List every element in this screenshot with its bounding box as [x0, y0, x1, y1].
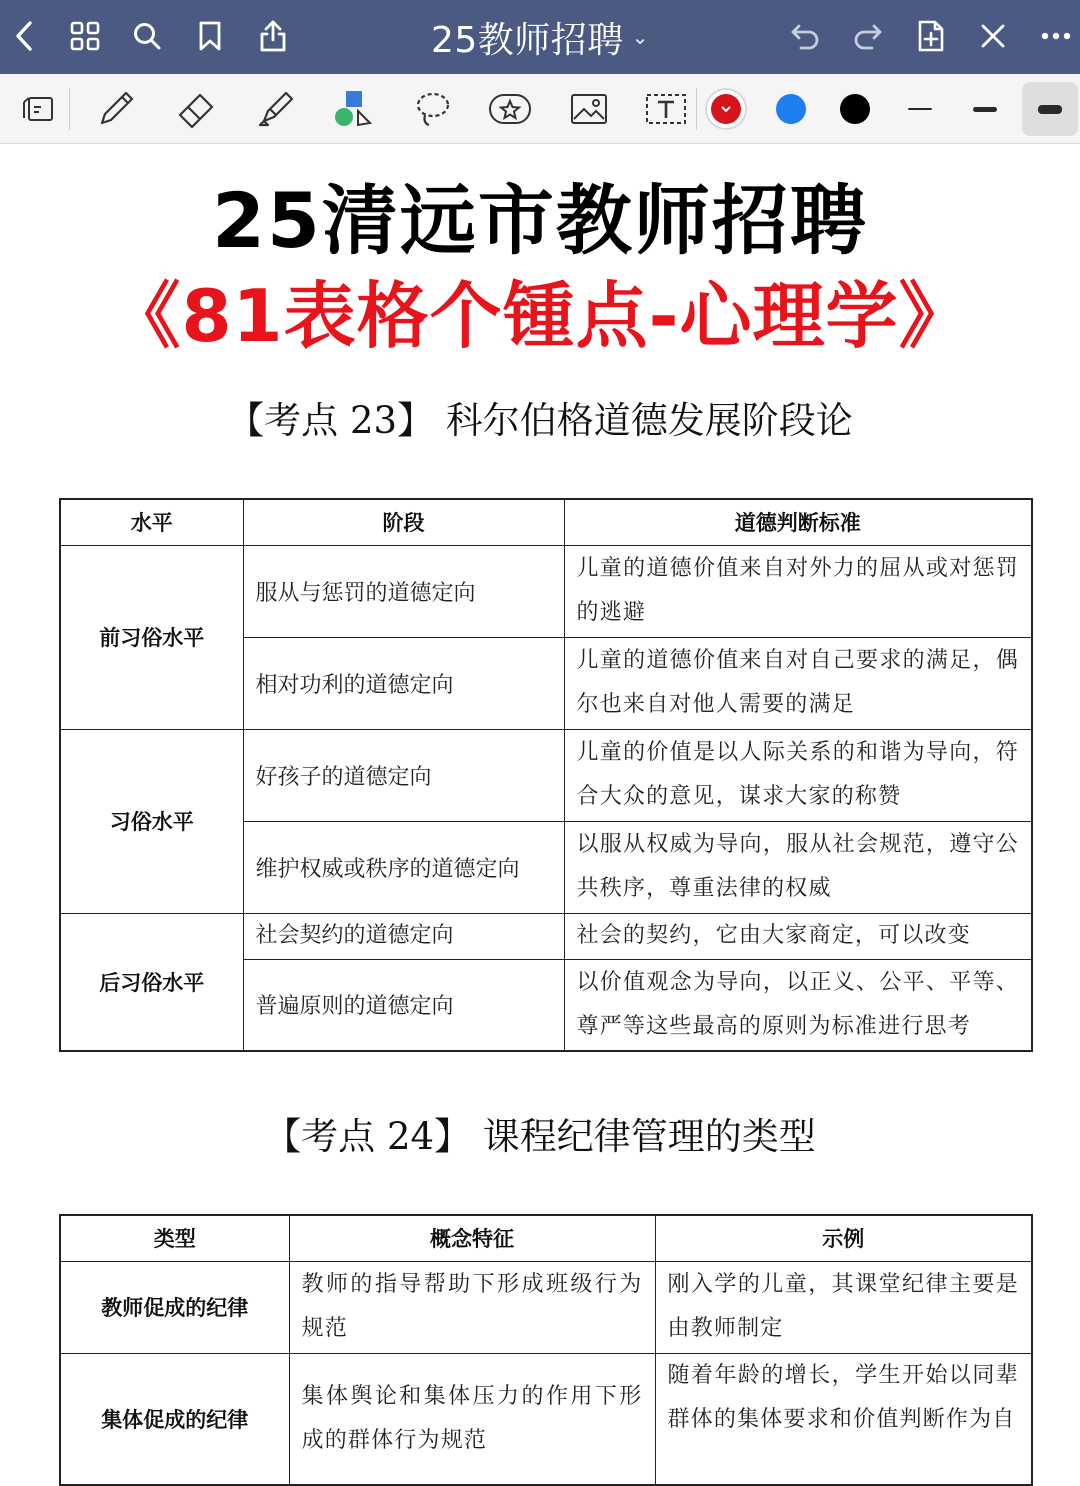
blue-swatch: [776, 94, 806, 124]
column-header: 道德判断标准: [564, 499, 1032, 545]
section-heading-23: [0, 390, 1080, 444]
stroke-width-thin[interactable]: [892, 82, 948, 136]
section-title: 科尔伯格道德发展阶段论: [445, 399, 853, 442]
standard-cell: 儿童的价值是以人际关系的和谐为导向，符合大众的意见，谋求大家的称赞: [564, 729, 1032, 821]
search-icon[interactable]: [123, 12, 171, 60]
stage-cell: 服从与惩罚的道德定向: [243, 545, 564, 637]
example-cell: 刚入学的儿童，其课堂纪律主要是由教师制定: [655, 1261, 1032, 1353]
level-cell: 习俗水平: [60, 729, 243, 913]
column-header: 水平: [60, 499, 243, 545]
image-icon[interactable]: [561, 82, 617, 136]
feature-cell: 教师的指导帮助下形成班级行为规范: [289, 1261, 655, 1353]
highlighter-icon[interactable]: [248, 82, 304, 136]
type-cell: 教师促成的纪律: [60, 1261, 289, 1353]
section-title: 课程纪律管理的类型: [482, 1115, 816, 1158]
stage-cell: 好孩子的道德定向: [243, 729, 564, 821]
level-cell: 前习俗水平: [60, 545, 243, 729]
undo-icon[interactable]: [781, 12, 829, 60]
chevron-down-icon: [720, 105, 732, 113]
kohlberg-table: [59, 498, 1033, 1052]
thin-line-icon: [908, 108, 932, 110]
table-row: [60, 1261, 1032, 1353]
document-title: 25教师招聘: [430, 19, 624, 61]
bookmark-icon[interactable]: [186, 12, 234, 60]
color-swatch-red[interactable]: [698, 82, 754, 136]
lasso-icon[interactable]: [405, 82, 461, 136]
add-page-icon[interactable]: [907, 12, 955, 60]
stroke-width-thick[interactable]: [1022, 82, 1078, 136]
table-header-row: [60, 1215, 1032, 1261]
stroke-width-medium[interactable]: [957, 82, 1013, 136]
section-heading-24: [0, 1106, 1080, 1160]
shapes-icon[interactable]: [326, 82, 382, 136]
grid-icon[interactable]: [61, 12, 109, 60]
section-number: 【考点 24】: [264, 1115, 472, 1158]
app-top-bar: [0, 0, 1080, 74]
standard-cell: 儿童的道德价值来自对自己要求的满足，偶尔也来自对他人需要的满足: [564, 637, 1032, 729]
column-header: 示例: [655, 1215, 1032, 1261]
standard-cell: 儿童的道德价值来自对外力的屈从或对惩罚的逃避: [564, 545, 1032, 637]
feature-cell: 集体舆论和集体压力的作用下形成的群体行为规范: [289, 1353, 655, 1485]
document-heading: 25清远市教师招聘: [212, 176, 868, 265]
sticker-icon[interactable]: [482, 82, 538, 136]
chevron-down-icon: ⌄: [631, 25, 650, 49]
pen-icon[interactable]: [88, 82, 144, 136]
close-tools-icon[interactable]: [969, 12, 1017, 60]
standard-cell: 以服从权威为导向，服从社会规范，遵守公共秩序，尊重法律的权威: [564, 821, 1032, 913]
redo-icon[interactable]: [844, 12, 892, 60]
table-row: [60, 729, 1032, 821]
black-swatch: [840, 94, 870, 124]
table-row: [60, 545, 1032, 637]
standard-cell: 社会的契约，它由大家商定，可以改变: [564, 913, 1032, 959]
discipline-table: [59, 1214, 1033, 1486]
back-icon[interactable]: [0, 12, 48, 60]
annotation-toolbar: [0, 74, 1080, 144]
stage-cell: 社会契约的道德定向: [243, 913, 564, 959]
document-title-dropdown[interactable]: [340, 0, 740, 74]
standard-cell: 以价值观念为导向，以正义、公平、平等、尊严等这些最高的原则为标准进行思考: [564, 959, 1032, 1051]
column-header: 类型: [60, 1215, 289, 1261]
toolbar-divider: [69, 88, 70, 130]
color-swatch-blue[interactable]: [763, 82, 819, 136]
table-row: [60, 913, 1032, 959]
stage-cell: 普遍原则的道德定向: [243, 959, 564, 1051]
section-number: 【考点 23】: [227, 399, 435, 442]
document-subheading: 《81表格个锺点-心理学》: [108, 274, 972, 358]
type-cell: 集体促成的纪律: [60, 1353, 289, 1485]
table-header-row: [60, 499, 1032, 545]
color-swatch-black[interactable]: [827, 82, 883, 136]
stage-cell: 相对功利的道德定向: [243, 637, 564, 729]
example-cell: 随着年龄的增长，学生开始以同辈群体的集体要求和价值判断作为自: [655, 1353, 1032, 1485]
more-icon[interactable]: [1032, 12, 1080, 60]
eraser-icon[interactable]: [168, 82, 224, 136]
thick-line-icon: [1038, 105, 1062, 114]
medium-line-icon: [973, 107, 997, 112]
stage-cell: 维护权威或秩序的道德定向: [243, 821, 564, 913]
page-layout-icon[interactable]: [10, 82, 66, 136]
level-cell: 后习俗水平: [60, 913, 243, 1051]
share-icon[interactable]: [249, 12, 297, 60]
table-row: [60, 1353, 1032, 1485]
column-header: 阶段: [243, 499, 564, 545]
text-box-icon[interactable]: [638, 82, 694, 136]
selected-color-swatch: [711, 94, 741, 124]
column-header: 概念特征: [289, 1215, 655, 1261]
toolbar-divider: [696, 88, 697, 130]
